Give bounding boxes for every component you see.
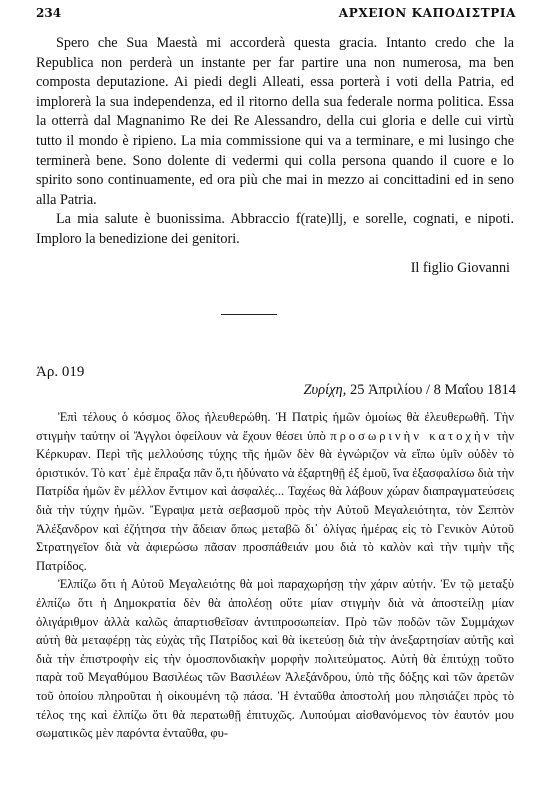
- italian-letter-text: [36, 34, 514, 250]
- greek-paragraph-1-part-b: τὴν Κέρκυραν. Περὶ τῆς μελλούσης τύχης τῆς ἡμῶν δὲν θὰ ἐγνώριζον νὰ εἴπω ὑμῖν οὐδὲν τὸ ὁριστικόν. Τὸ κατ᾿ ἐμὲ ἔπραξα πᾶν ὅ,τι ἠδύνατο νὰ ἐξαρτηθῇ ἐξ ἐμοῦ, ἵνα ἐξασφαλίσω διὰ τὴν Πατρίδα ἡμῶν ἓν μέλλον ἔντιμον καὶ ἀσφαλές... Ταχέως θὰ λάβουν χώραν διαπραγματεύσεις διὰ τὴν τύχην ἡμῶν. Ἔγραψα μετὰ σεβασμοῦ πρὸς τὴν Αὐτοῦ Μεγαλειότητα, τὸν Σεπτὸν Ἀλέξανδρον καὶ ἐζήτησα τὴν ἄδειαν ὅπως μεταβῶ δι᾿ ὀλίγας ἡμέρας εἰς τὸ Γενικὸν Αὐτοῦ Στρατηγεῖον διὰ νὰ ἀφιερώσω πᾶσαν προσπάθειάν μου διὰ τὸ καλὸν καὶ τὴν τιμὴν τῆς Πατρίδος.: [36, 428, 515, 573]
- dateline-date: 25 Ἀπριλίου / 8 Μαΐου 1814: [349, 382, 516, 398]
- page-header: [36, 6, 516, 20]
- italian-paragraph-1: Spero che Sua Maestà mi accorderà questa gracia. Intanto credo che la Republica non perderà un instante per far partire una non numerosa, ma ben composta deputazione. Ai piedi degli Alleati, essa porterà i voti della Patria, ed implorerà la sua independenza, ed il ritorno della sua federale norma politica. Essa la otterrà dal Magnanimo Re dei Re Alessandro, della cui gloria e delle cui virtù tutto il mondo è ripieno. La mia commissione qui va a terminare, e mi lusingo che terminerà bene. Sono dolente di vedermi qui colla persona quando il cuore e lo spirito sono continuamente, ed ora più che mai in mezzo ai concittadini ed in seno alla Patria.: [36, 35, 514, 208]
- dateline: [303, 382, 516, 399]
- section-divider: [221, 314, 277, 315]
- greek-translation-text: [36, 408, 514, 743]
- italian-paragraph-2: La mia salute è buonissima. Abbraccio f(rate)llj, e sorelle, cognati, e nipoti. Imploro la benedizione dei genitori.: [36, 211, 514, 247]
- greek-paragraph-1: [36, 408, 514, 575]
- document-number: Ἀρ. 019: [36, 364, 85, 380]
- letter-signature: Il figlio Giovanni: [410, 260, 510, 276]
- dateline-place: Ζυρίχη,: [303, 382, 347, 398]
- spaced-emphasis: προσωρινὴν κατοχὴν: [330, 428, 493, 443]
- greek-paragraph-1-part-a: Ἐπὶ τέλους ὁ κόσμος ὅλος ἠλευθερώθη. Ἡ Πατρὶς ἡμῶν ὁμοίως θὰ ἐλευθερωθῆ. Τὴν στιγμὴν ταύτην οἱ Ἄγγλοι ὀφείλουν νὰ ἔχουν θέσει ὑπὸ: [36, 410, 514, 443]
- greek-paragraph-2: Ἐλπίζω ὅτι ἡ Αὐτοῦ Μεγαλειότης θὰ μοὶ παραχωρήσῃ τὴν χάριν αὐτήν. Ἐν τῷ μεταξὺ ἐλπίζω ὅτι ἡ Δημοκρατία δὲν θὰ ἀπολέσῃ οὔτε μίαν στιγμὴν διὰ νὰ ἀποστείλῃ μίαν ὀλιγάριθμον ἀλλὰ καλῶς ἀπαρτισθεῖσαν ἀντιπροσωπείαν. Πρὸ τῶν ποδῶν τῶν Συμμάχων αὐτὴ θὰ μεταφέρῃ τὰς εὐχὰς τῆς Πατρίδος καὶ θὰ ἱκετεύσῃ διὰ τὴν ἀνεξαρτησίαν αὐτῆς καὶ διὰ τὴν ἐπιστροφὴν εἰς τὴν ὁμοσπονδιακὴν μορφὴν πολιτεύματος. Αὐτὴ θὰ ἐπιτύχῃ τοῦτο παρὰ τοῦ Μεγαθύμου Βασιλέως τῶν Βασιλέων Ἀλεξάνδρου, ὑπὸ τῆς δόξης καὶ τῶν ἀρετῶν τοῦ ὁποίου πληροῦται ἡ οἰκουμένη τῷ πάσα. Ἡ ἐνταῦθα ἀποστολή μου πλησιάζει πρὸς τὸ τέλος της καὶ ἐλπίζω ὅτι θὰ περατωθῇ ἐπιτυχῶς. Λυπούμαι αἰσθανόμενος τὸν ἑαυτόν μου σωματικῶς μὲν παρόντα ἐνταῦθα, φυ-: [36, 577, 514, 741]
- running-title: ΑΡΧΕΙΟΝ ΚΑΠΟΔΙΣΤΡΙΑ: [338, 6, 516, 20]
- page-number: 234: [36, 6, 62, 20]
